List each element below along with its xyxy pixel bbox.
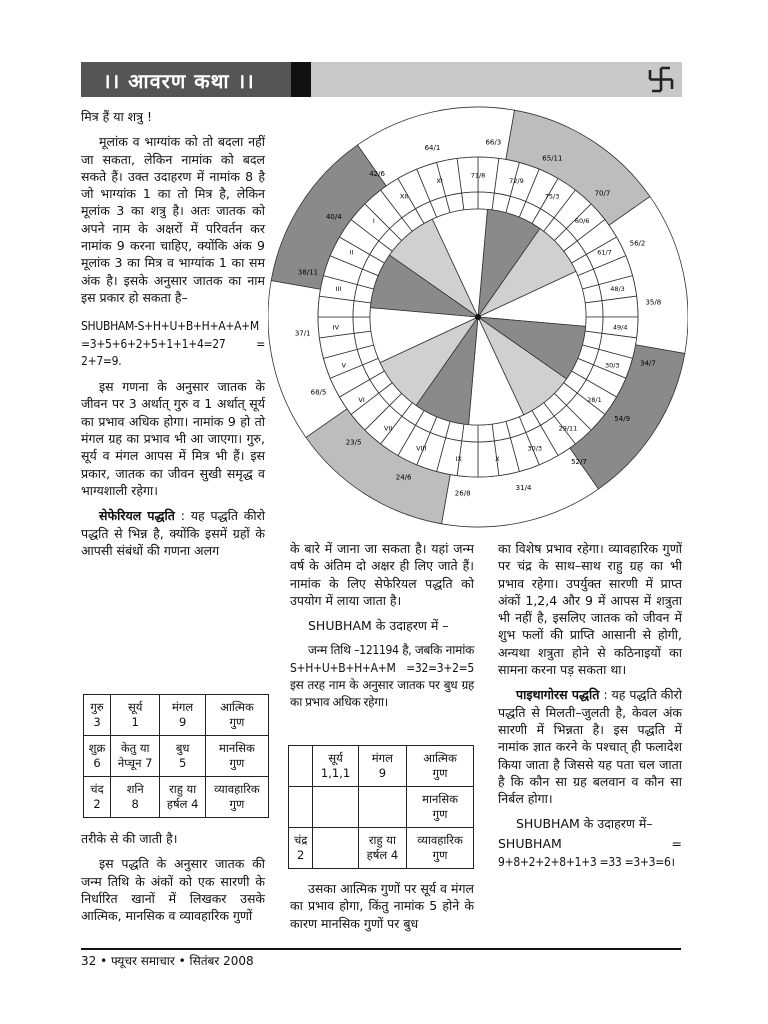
inner-ring-cell bbox=[478, 424, 494, 442]
inner-label: 48/3 bbox=[610, 285, 625, 294]
inner-ring-cell bbox=[353, 301, 371, 317]
cell-value: 8 bbox=[131, 797, 139, 811]
example-sum: =3+5+6+2+5+1+1+4=27 = 2+7=9. bbox=[81, 336, 265, 368]
inner-label: 71/8 bbox=[470, 171, 486, 180]
inner-label: VI bbox=[358, 396, 365, 405]
table-cell bbox=[407, 746, 474, 787]
paragraph: इस गणना के अनुसार जातक के जीवन पर 3 अर्थात् गुरु व 1 अर्थात् सूर्य का प्रभाव अधिक होगा। नामांक 9 हो तो मंगल ग्रह का प्रभाव भी आ जाएगा। गुरु, सूर्य व मंगल आपस में मित्र भी हैं। इस प्रकार, जातक का जीवन सुखी समृद्ध व भाग्यशाली रहेगा। bbox=[81, 379, 265, 498]
inner-label: III bbox=[335, 285, 342, 294]
inner-label: 49/4 bbox=[612, 323, 628, 332]
cell-label: सूर्य bbox=[328, 751, 343, 765]
table-cell bbox=[407, 787, 474, 828]
cell-label: आत्मिक bbox=[220, 700, 254, 714]
section-header bbox=[81, 62, 681, 97]
inner-label: XII bbox=[399, 192, 409, 201]
table-cell bbox=[111, 777, 160, 818]
cell-value: 3 bbox=[93, 715, 101, 729]
cell-label: मंगल bbox=[371, 751, 393, 765]
table-cell bbox=[160, 695, 206, 736]
intro-line: मित्र हैं या शत्रु ! bbox=[81, 109, 153, 124]
example-sum: 9+8+2+2+8+1+3 =33 =3+3=6। bbox=[498, 855, 675, 870]
table-cell bbox=[289, 787, 313, 828]
outer-label: 52/7 bbox=[571, 458, 587, 467]
cell-label: सूर्य bbox=[127, 700, 143, 714]
cell-label: मानसिक bbox=[422, 792, 458, 806]
table-cell bbox=[160, 777, 206, 818]
paragraph: जन्म तिथि –121194 है, जबकि नामांक S+H+U+B+H+A+M =32=3+2=5 इस तरह नाम के अनुसार जातक पर बुध ग्रह का प्रभाव अधिक रहेगा। bbox=[290, 643, 474, 710]
cell-value: गुण bbox=[432, 766, 448, 780]
table-cell bbox=[84, 777, 111, 818]
outer-label: 38/11 bbox=[297, 268, 319, 277]
inner-label: 29/11 bbox=[558, 424, 578, 433]
table-cell bbox=[160, 736, 206, 777]
inner-ring-cell bbox=[585, 317, 603, 333]
cell-value: गुण bbox=[229, 797, 245, 811]
cell-label: राहु या bbox=[169, 782, 197, 796]
outer-label: 34/7 bbox=[640, 359, 656, 368]
cell-value: गुण bbox=[229, 756, 245, 770]
cell-value: 6 bbox=[93, 756, 101, 770]
inner-label: V bbox=[341, 361, 346, 370]
paragraph: तरीके से की जाती है। bbox=[81, 831, 178, 846]
inner-label: 61/7 bbox=[597, 248, 612, 257]
inner-label: VII bbox=[383, 424, 393, 433]
paragraph: SHUBHAM के उदाहरण में– bbox=[516, 816, 653, 832]
inner-ring-cell bbox=[353, 317, 371, 333]
cheiro-table bbox=[83, 694, 269, 818]
table-cell bbox=[358, 746, 406, 787]
paragraph: का विशेष प्रभाव रहेगा। व्यावहारिक गुणों पर चंद्र के साथ–साथ राहु ग्रह का भी प्रभाव रहेगा। उपर्युक्त सारणी में प्राप्त अंकों 1,2,4 और 9 में आपस में शत्रुता भी नहीं है, इसलिए जातक को जीवन में शुभ फलों की प्राप्ति आसानी से होगी, अन्यथा शत्रुता होने से कठिनाइयों का सामना करना पड़ सकता था। bbox=[498, 541, 682, 678]
outer-label: 65/11 bbox=[542, 154, 563, 163]
table-cell bbox=[205, 695, 268, 736]
inner-label: X bbox=[495, 455, 500, 464]
cell-value: 9 bbox=[378, 766, 387, 780]
example-name: SHUBHAM-S+H+U+B+H+A+A+M bbox=[81, 319, 259, 334]
inner-label: II bbox=[349, 248, 354, 257]
cell-value: गुण bbox=[229, 715, 245, 729]
outer-label: 64/1 bbox=[424, 143, 441, 152]
cell-label: चंद्र bbox=[293, 833, 308, 847]
inner-label: 30/3 bbox=[527, 444, 543, 453]
inner-label: VIII bbox=[416, 444, 427, 453]
example-label: SHUBHAM bbox=[498, 835, 562, 851]
inner-label: 60/6 bbox=[574, 216, 590, 225]
equals-sign: = bbox=[671, 835, 682, 851]
table-cell bbox=[84, 736, 111, 777]
cell-value: 2 bbox=[93, 797, 101, 811]
table-cell bbox=[313, 746, 358, 787]
outer-label: 56/2 bbox=[629, 239, 646, 248]
cell-value: 9 bbox=[178, 715, 187, 729]
cell-value: गुण bbox=[432, 807, 448, 821]
cell-label: आत्मिक bbox=[423, 751, 457, 765]
inner-ring-cell bbox=[478, 192, 494, 210]
column-1 bbox=[81, 108, 265, 559]
outer-label: 68/5 bbox=[310, 388, 327, 397]
cell-label: व्यावहारिक bbox=[417, 833, 463, 847]
header-divider bbox=[291, 62, 311, 97]
outer-label: 35/8 bbox=[645, 298, 662, 307]
header-title: ।। आवरण कथा ।। bbox=[103, 69, 255, 93]
cell-label: मंगल bbox=[172, 700, 194, 714]
inner-label: 72/9 bbox=[509, 176, 524, 185]
inner-label: 30/3 bbox=[604, 361, 620, 370]
outer-label: 54/9 bbox=[614, 414, 631, 423]
table-cell bbox=[205, 736, 268, 777]
cell-label: राहु या bbox=[368, 833, 396, 847]
table-cell bbox=[111, 736, 160, 777]
swastik-icon bbox=[640, 62, 682, 97]
paragraph: इस पद्धति के अनुसार जातक की जन्म तिथि के अंकों को एक सारणी के निर्धारित खानों में लिखकर उसके आत्मिक, मानसिक व व्यावहारिक गुणों bbox=[81, 856, 265, 924]
cell-label: शुक्र bbox=[88, 741, 106, 755]
table-cell bbox=[289, 746, 313, 787]
footer-text: 32 • फ्यूचर समाचार • सितंबर 2008 bbox=[81, 954, 254, 968]
table-cell bbox=[289, 828, 313, 869]
cell-value: 5 bbox=[178, 756, 187, 770]
column-3 bbox=[498, 540, 682, 879]
footer-rule bbox=[81, 948, 681, 950]
outer-label: 23/5 bbox=[345, 438, 362, 447]
table-cell bbox=[111, 695, 160, 736]
paragraph: : यह पद्धति कीरो पद्धति से भिन्न है, क्योंकि इसमें ग्रहों के आपसी संबंधों की गणना अलग bbox=[81, 508, 265, 558]
cell-value: नेप्चून 7 bbox=[117, 756, 153, 770]
paragraph: उसका आत्मिक गुणों पर सूर्य व मंगल का प्रभाव होगा, किंतु नामांक 5 होने के कारण मानसिक गुणों पर बुध bbox=[290, 881, 474, 931]
outer-label: 26/8 bbox=[454, 489, 471, 498]
outer-label: 24/6 bbox=[395, 473, 412, 482]
cell-label: बुध bbox=[175, 741, 190, 755]
outer-label: 31/4 bbox=[515, 484, 532, 493]
inner-label: I bbox=[372, 216, 375, 225]
cell-value: हर्षल 4 bbox=[366, 848, 399, 862]
cell-value: हर्षल 4 bbox=[166, 797, 199, 811]
outer-label: 40/4 bbox=[325, 213, 342, 222]
inner-label: 28/1 bbox=[587, 396, 602, 405]
outer-label: 42/6 bbox=[369, 169, 385, 178]
cell-value: 1,1,1 bbox=[320, 766, 351, 780]
table-cell bbox=[313, 787, 358, 828]
paragraph: मूलांक व भाग्यांक को तो बदला नहीं जा सकता, लेकिन नामांक को बदल सकते हैं। उक्त उदाहरण में नामांक 8 है जो भाग्यांक 1 का तो मित्र है, लेकिन मूलांक 3 का शत्रु है। अतः जातक को अपने नाम के अक्षरों में परिवर्तन कर नामांक 9 करना चाहिए, क्योंकि अंक 9 मूलांक 3 का मित्र व भाग्यांक 1 का सम अंक है। इसके अनुसार जातक का नाम इस प्रकार हो सकता है– bbox=[81, 134, 265, 305]
table-cell bbox=[407, 828, 474, 869]
column-1-lower bbox=[81, 830, 265, 932]
paragraph: SHUBHAM के उदाहरण में – bbox=[308, 618, 449, 634]
table-cell bbox=[358, 787, 406, 828]
cell-value: 1 bbox=[131, 715, 139, 729]
inner-label: 75/3 bbox=[544, 192, 560, 201]
numerology-wheel bbox=[268, 104, 688, 529]
outer-label: 70/7 bbox=[594, 189, 611, 198]
inner-label: IV bbox=[332, 323, 340, 332]
table-cell bbox=[313, 828, 358, 869]
table-cell bbox=[205, 777, 268, 818]
wheel-center bbox=[475, 314, 481, 320]
inner-label: XI bbox=[436, 176, 443, 185]
outer-label: 66/3 bbox=[485, 138, 502, 147]
table-cell bbox=[358, 828, 406, 869]
cell-label: चंद bbox=[90, 782, 104, 796]
cell-label: व्यावहारिक bbox=[214, 782, 260, 796]
cell-label: गुरु bbox=[90, 700, 104, 714]
inner-label: IX bbox=[455, 455, 462, 464]
inner-ring-cell bbox=[462, 192, 478, 210]
header-title-box bbox=[81, 62, 291, 97]
cell-label: केतु या bbox=[120, 741, 150, 755]
inner-ring-cell bbox=[462, 424, 478, 442]
method-heading: सेफेरियल पद्धति bbox=[99, 508, 175, 524]
inner-ring-cell bbox=[585, 301, 603, 317]
seferial-table bbox=[288, 745, 474, 869]
column-2-lower bbox=[290, 880, 474, 940]
column-2 bbox=[290, 540, 474, 720]
table-cell bbox=[84, 695, 111, 736]
cell-value: 2 bbox=[297, 848, 305, 862]
method-heading: पाइथागोरस पद्धति bbox=[516, 687, 600, 703]
paragraph: के बारे में जाना जा सकता है। यहां जन्म वर्ष के अंतिम दो अक्षर ही लिए जाते हैं। नामांक के लिए सेफेरियल पद्धति को उपयोग में लाया जाता है। bbox=[290, 541, 474, 608]
paragraph: : यह पद्धति कीरो पद्धति से मिलती–जुलती है, केवल अंक सारणी में भिन्नता है। इस पद्धति में नामांक ज्ञात करने के पश्चात् ही फलादेश किया जाता है जिससे यह पता चल जाता है कि कौन सा ग्रह बलवान व कौन सा निर्बल होगा। bbox=[498, 687, 682, 807]
cell-value: गुण bbox=[432, 848, 448, 862]
outer-label: 37/1 bbox=[294, 329, 311, 338]
cell-label: मानसिक bbox=[219, 741, 255, 755]
cell-label: शनि bbox=[126, 782, 144, 796]
